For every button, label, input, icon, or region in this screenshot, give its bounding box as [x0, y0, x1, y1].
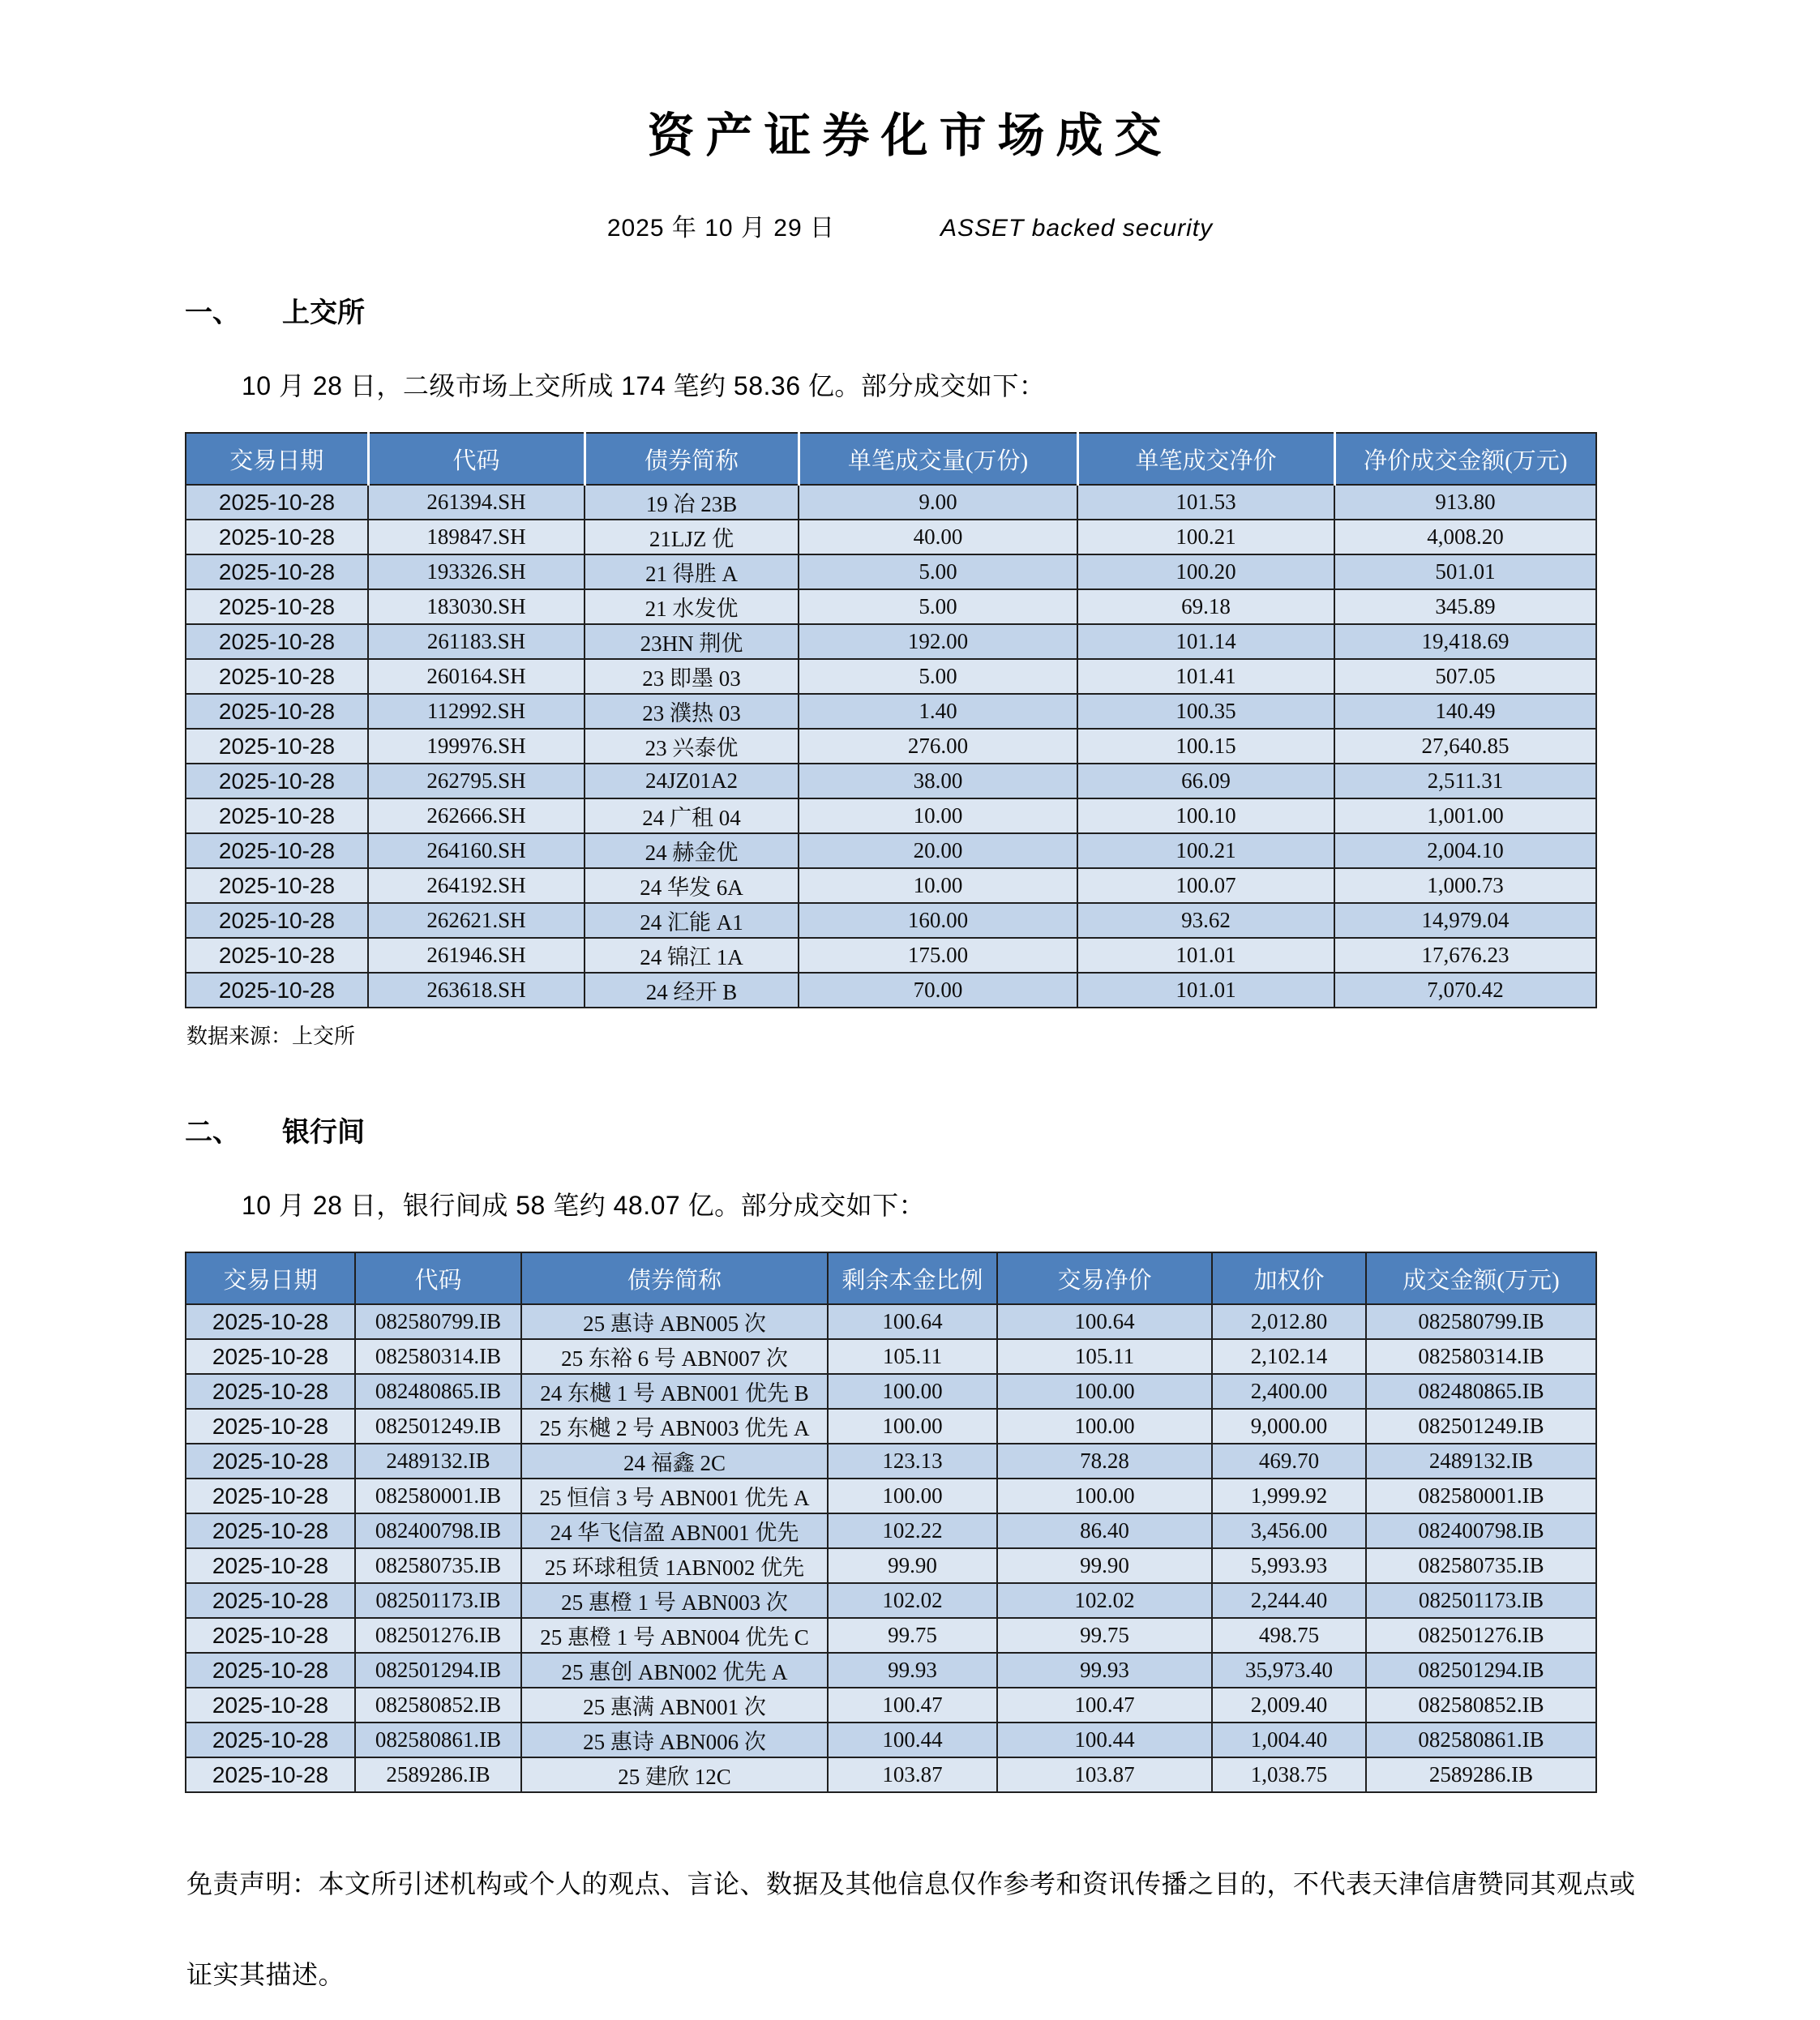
table-row: [186, 1653, 1596, 1688]
table-cell: 100.21: [1077, 833, 1334, 868]
table-row: [186, 1409, 1596, 1444]
table-cell: 4,008.20: [1334, 520, 1596, 554]
table-header-cell: 净价成交金额(万元): [1334, 433, 1596, 485]
table-cell: 5.00: [799, 589, 1077, 624]
table-cell: 25 惠橙 1 号 ABN004 优先 C: [521, 1618, 828, 1653]
table-cell: 24JZ01A2: [585, 764, 799, 798]
table-cell: 100.47: [997, 1688, 1212, 1723]
table-cell: 100.21: [1077, 520, 1334, 554]
table-cell-date: 2025-10-28: [186, 1513, 355, 1548]
table-header-cell: 交易日期: [186, 433, 368, 485]
table-cell: 082580001.IB: [355, 1479, 521, 1513]
table-cell: 1,004.40: [1212, 1723, 1366, 1757]
table-cell: 264160.SH: [368, 833, 585, 868]
table-row: [186, 1583, 1596, 1618]
table-cell: 5.00: [799, 554, 1077, 589]
table-cell-date: 2025-10-28: [186, 520, 368, 554]
table-header-cell: 单笔成交净价: [1077, 433, 1334, 485]
table-cell: 345.89: [1334, 589, 1596, 624]
table-cell: 2489132.IB: [355, 1444, 521, 1479]
table-header-cell: 单笔成交量(万份): [799, 433, 1077, 485]
section-1-paragraph: 10 月 28 日，二级市场上交所成 174 笔约 58.36 亿。部分成交如下：: [242, 371, 1046, 400]
table-cell-date: 2025-10-28: [186, 1409, 355, 1444]
table-cell-date: 2025-10-28: [186, 764, 368, 798]
table-cell: 99.90: [997, 1548, 1212, 1583]
table-cell: 7,070.42: [1334, 973, 1596, 1008]
table-cell: 2,102.14: [1212, 1339, 1366, 1374]
table-cell: 100.44: [997, 1723, 1212, 1757]
table-cell: 21LJZ 优: [585, 520, 799, 554]
table-cell: 19,418.69: [1334, 624, 1596, 659]
table-cell: 99.75: [997, 1618, 1212, 1653]
section-1-heading: [185, 290, 1820, 330]
table-cell: 25 建欣 12C: [521, 1757, 828, 1792]
table-cell: 99.75: [828, 1618, 997, 1653]
table-row: [186, 1444, 1596, 1479]
table-row: [186, 624, 1596, 659]
table-header-cell: 成交金额(万元): [1366, 1252, 1596, 1304]
table-cell: 25 惠诗 ABN005 次: [521, 1304, 828, 1339]
section-1-title: 上交所: [282, 297, 365, 328]
table-cell: 21 得胜 A: [585, 554, 799, 589]
table-row: [186, 1374, 1596, 1409]
table-cell-date: 2025-10-28: [186, 1653, 355, 1688]
table-cell: 100.47: [828, 1688, 997, 1723]
table-cell: 24 汇能 A1: [585, 903, 799, 938]
table-row: [186, 938, 1596, 973]
table-cell: 082501173.IB: [355, 1583, 521, 1618]
interbank-table-body: [186, 1304, 1596, 1792]
table-row: [186, 1513, 1596, 1548]
table-cell: 10.00: [799, 868, 1077, 903]
table-cell: 66.09: [1077, 764, 1334, 798]
table-cell: 262666.SH: [368, 798, 585, 833]
table-cell: 262795.SH: [368, 764, 585, 798]
table-cell: 082580861.IB: [1366, 1723, 1596, 1757]
dateline: [0, 208, 1820, 243]
table-cell: 24 赫金优: [585, 833, 799, 868]
table-cell: 100.00: [997, 1409, 1212, 1444]
table-cell: 78.28: [997, 1444, 1212, 1479]
table-cell: 40.00: [799, 520, 1077, 554]
table-cell-date: 2025-10-28: [186, 485, 368, 520]
table-cell-date: 2025-10-28: [186, 938, 368, 973]
table-cell-date: 2025-10-28: [186, 1444, 355, 1479]
report-date: 2025 年 10 月 29 日: [606, 215, 835, 242]
table-cell: 100.07: [1077, 868, 1334, 903]
table-cell: 469.70: [1212, 1444, 1366, 1479]
table-cell: 100.00: [997, 1479, 1212, 1513]
table-cell: 69.18: [1077, 589, 1334, 624]
table-cell: 082501249.IB: [1366, 1409, 1596, 1444]
table-row: [186, 694, 1596, 729]
table-cell: 112992.SH: [368, 694, 585, 729]
table-cell: 100.00: [828, 1479, 997, 1513]
table-cell-date: 2025-10-28: [186, 589, 368, 624]
table-cell-date: 2025-10-28: [186, 868, 368, 903]
table-cell: 101.01: [1077, 973, 1334, 1008]
table-cell: 24 华飞信盈 ABN001 优先: [521, 1513, 828, 1548]
table-cell: 082501294.IB: [1366, 1653, 1596, 1688]
table-cell: 102.02: [828, 1583, 997, 1618]
table-row: [186, 1618, 1596, 1653]
table-cell: 24 福鑫 2C: [521, 1444, 828, 1479]
table-cell: 5,993.93: [1212, 1548, 1366, 1583]
table-header-cell: 债券简称: [585, 433, 799, 485]
table-cell: 2,004.10: [1334, 833, 1596, 868]
table-cell: 2,009.40: [1212, 1688, 1366, 1723]
table-cell: 23 即墨 03: [585, 659, 799, 694]
section-2-number: 二、: [185, 1117, 240, 1148]
table-cell: 082580799.IB: [1366, 1304, 1596, 1339]
table-cell: 082400798.IB: [1366, 1513, 1596, 1548]
table-cell: 2,012.80: [1212, 1304, 1366, 1339]
page-title: 资产证券化市场成交: [647, 109, 1173, 162]
table-cell: 261394.SH: [368, 485, 585, 520]
table-cell: 23 兴泰优: [585, 729, 799, 764]
table-cell-date: 2025-10-28: [186, 1304, 355, 1339]
table-cell-date: 2025-10-28: [186, 1374, 355, 1409]
table-cell: 082480865.IB: [355, 1374, 521, 1409]
table-cell-date: 2025-10-28: [186, 973, 368, 1008]
table-cell: 1.40: [799, 694, 1077, 729]
table-cell-date: 2025-10-28: [186, 1688, 355, 1723]
table-cell: 100.00: [828, 1409, 997, 1444]
table-cell-date: 2025-10-28: [186, 833, 368, 868]
table-cell-date: 2025-10-28: [186, 903, 368, 938]
table-row: [186, 589, 1596, 624]
table-cell: 100.00: [997, 1374, 1212, 1409]
table-cell: 082480865.IB: [1366, 1374, 1596, 1409]
table-cell-date: 2025-10-28: [186, 1618, 355, 1653]
table-header-row: [186, 1252, 1596, 1304]
table-cell: 100.00: [828, 1374, 997, 1409]
table-cell: 24 广租 04: [585, 798, 799, 833]
table-cell: 082580314.IB: [355, 1339, 521, 1374]
table-cell: 100.64: [828, 1304, 997, 1339]
table-cell: 082400798.IB: [355, 1513, 521, 1548]
table-row: [186, 833, 1596, 868]
table-cell: 25 东裕 6 号 ABN007 次: [521, 1339, 828, 1374]
table-cell: 25 东樾 2 号 ABN003 优先 A: [521, 1409, 828, 1444]
table-cell: 100.64: [997, 1304, 1212, 1339]
table-row: [186, 1339, 1596, 1374]
table-cell-date: 2025-10-28: [186, 1757, 355, 1792]
table-cell-date: 2025-10-28: [186, 554, 368, 589]
table-cell: 70.00: [799, 973, 1077, 1008]
table-cell: 102.22: [828, 1513, 997, 1548]
table-cell: 24 华发 6A: [585, 868, 799, 903]
disclaimer-text: 免责声明：本文所引述机构或个人的观点、言论、数据及其他信息仅作参考和资讯传播之目的，不代表天津信唐赞同其观点或证实其描述。: [186, 1869, 1636, 1989]
table-cell: 140.49: [1334, 694, 1596, 729]
table-cell: 3,456.00: [1212, 1513, 1366, 1548]
table-row: [186, 903, 1596, 938]
table-cell: 103.87: [828, 1757, 997, 1792]
interbank-trades-table: [185, 1252, 1597, 1793]
table-cell: 261183.SH: [368, 624, 585, 659]
table-cell: 082580852.IB: [355, 1688, 521, 1723]
table-header-cell: 债券简称: [521, 1252, 828, 1304]
table-header-row: [186, 433, 1596, 485]
table-row: [186, 798, 1596, 833]
table-header-cell: 剩余本金比例: [828, 1252, 997, 1304]
table-cell: 24 锦江 1A: [585, 938, 799, 973]
table-cell: 38.00: [799, 764, 1077, 798]
table-cell: 105.11: [997, 1339, 1212, 1374]
table-row: [186, 1723, 1596, 1757]
table-cell: 93.62: [1077, 903, 1334, 938]
table-cell: 99.93: [828, 1653, 997, 1688]
table-cell: 100.44: [828, 1723, 997, 1757]
section-2-paragraph: 10 月 28 日，银行间成 58 笔约 48.07 亿。部分成交如下：: [242, 1191, 926, 1220]
table-cell: 99.93: [997, 1653, 1212, 1688]
table-cell: 100.15: [1077, 729, 1334, 764]
sse-table-body: [186, 485, 1596, 1008]
section-2-heading: [185, 1110, 1820, 1149]
table-cell: 86.40: [997, 1513, 1212, 1548]
table-cell: 9,000.00: [1212, 1409, 1366, 1444]
table-cell: 276.00: [799, 729, 1077, 764]
table-cell: 99.90: [828, 1548, 997, 1583]
table-cell: 264192.SH: [368, 868, 585, 903]
table-cell-date: 2025-10-28: [186, 624, 368, 659]
table-cell-date: 2025-10-28: [186, 1339, 355, 1374]
table-cell: 2,511.31: [1334, 764, 1596, 798]
table-cell: 25 惠橙 1 号 ABN003 次: [521, 1583, 828, 1618]
table-cell: 082501294.IB: [355, 1653, 521, 1688]
table-cell: 082580314.IB: [1366, 1339, 1596, 1374]
table-cell-date: 2025-10-28: [186, 729, 368, 764]
table-row: [186, 520, 1596, 554]
table-cell: 101.41: [1077, 659, 1334, 694]
table-cell: 082501276.IB: [355, 1618, 521, 1653]
table-cell: 25 惠诗 ABN006 次: [521, 1723, 828, 1757]
table-cell: 263618.SH: [368, 973, 585, 1008]
table-cell: 35,973.40: [1212, 1653, 1366, 1688]
table-cell: 082580001.IB: [1366, 1479, 1596, 1513]
table-row: [186, 729, 1596, 764]
table-row: [186, 1548, 1596, 1583]
table-cell: 082580852.IB: [1366, 1688, 1596, 1723]
table-cell: 501.01: [1334, 554, 1596, 589]
table-cell: 082580735.IB: [355, 1548, 521, 1583]
table-cell: 100.35: [1077, 694, 1334, 729]
table-cell: 103.87: [997, 1757, 1212, 1792]
table-cell: 23 濮热 03: [585, 694, 799, 729]
table-row: [186, 1304, 1596, 1339]
section-2-title: 银行间: [282, 1117, 365, 1148]
table-cell-date: 2025-10-28: [186, 798, 368, 833]
table-cell: 100.10: [1077, 798, 1334, 833]
table-cell: 105.11: [828, 1339, 997, 1374]
table-cell: 100.20: [1077, 554, 1334, 589]
table-row: [186, 1757, 1596, 1792]
table-cell: 192.00: [799, 624, 1077, 659]
table-cell: 507.05: [1334, 659, 1596, 694]
table-cell: 10.00: [799, 798, 1077, 833]
table-cell: 2589286.IB: [1366, 1757, 1596, 1792]
subtitle-english: ASSET backed security: [940, 215, 1214, 242]
table-cell: 23HN 荆优: [585, 624, 799, 659]
table-cell: 25 恒信 3 号 ABN001 优先 A: [521, 1479, 828, 1513]
table-cell: 1,999.92: [1212, 1479, 1366, 1513]
table-header-cell: 交易日期: [186, 1252, 355, 1304]
table-cell-date: 2025-10-28: [186, 1723, 355, 1757]
table-cell: 199976.SH: [368, 729, 585, 764]
table-cell: 101.14: [1077, 624, 1334, 659]
table-cell-date: 2025-10-28: [186, 1548, 355, 1583]
table-cell: 2489132.IB: [1366, 1444, 1596, 1479]
table-cell: 1,038.75: [1212, 1757, 1366, 1792]
table-cell-date: 2025-10-28: [186, 694, 368, 729]
table-cell: 2589286.IB: [355, 1757, 521, 1792]
table-row: [186, 764, 1596, 798]
table-cell-date: 2025-10-28: [186, 1583, 355, 1618]
table-cell: 25 惠创 ABN002 优先 A: [521, 1653, 828, 1688]
section-1-number: 一、: [185, 297, 240, 328]
table-header-cell: 交易净价: [997, 1252, 1212, 1304]
table-cell: 14,979.04: [1334, 903, 1596, 938]
table-cell: 25 惠满 ABN001 次: [521, 1688, 828, 1723]
table-cell: 24 经开 B: [585, 973, 799, 1008]
table-cell: 189847.SH: [368, 520, 585, 554]
table-cell: 262621.SH: [368, 903, 585, 938]
table-cell: 1,000.73: [1334, 868, 1596, 903]
table-cell: 20.00: [799, 833, 1077, 868]
table-cell: 5.00: [799, 659, 1077, 694]
table-cell-date: 2025-10-28: [186, 1479, 355, 1513]
table-cell: 27,640.85: [1334, 729, 1596, 764]
table-cell: 2,400.00: [1212, 1374, 1366, 1409]
table-row: [186, 554, 1596, 589]
table-cell: 082580799.IB: [355, 1304, 521, 1339]
table-cell: 24 东樾 1 号 ABN001 优先 B: [521, 1374, 828, 1409]
table-cell: 193326.SH: [368, 554, 585, 589]
table-cell: 498.75: [1212, 1618, 1366, 1653]
table-cell: 260164.SH: [368, 659, 585, 694]
table-cell: 082501249.IB: [355, 1409, 521, 1444]
table-cell: 913.80: [1334, 485, 1596, 520]
table-cell: 175.00: [799, 938, 1077, 973]
table-cell-date: 2025-10-28: [186, 659, 368, 694]
table-cell: 17,676.23: [1334, 938, 1596, 973]
table-cell: 19 冶 23B: [585, 485, 799, 520]
table-cell: 261946.SH: [368, 938, 585, 973]
sse-trades-table: [185, 432, 1597, 1008]
table-cell: 101.53: [1077, 485, 1334, 520]
table-header-cell: 代码: [355, 1252, 521, 1304]
table-row: [186, 1688, 1596, 1723]
table-cell: 160.00: [799, 903, 1077, 938]
table-row: [186, 1479, 1596, 1513]
table-cell: 101.01: [1077, 938, 1334, 973]
table-row: [186, 973, 1596, 1008]
sse-table-header: [186, 433, 1596, 485]
table-cell: 9.00: [799, 485, 1077, 520]
table-cell: 2,244.40: [1212, 1583, 1366, 1618]
table-cell: 102.02: [997, 1583, 1212, 1618]
table-cell: 1,001.00: [1334, 798, 1596, 833]
table-header-cell: 代码: [368, 433, 585, 485]
table-row: [186, 485, 1596, 520]
table-row: [186, 659, 1596, 694]
table-cell: 183030.SH: [368, 589, 585, 624]
table-cell: 25 环球租赁 1ABN002 优先: [521, 1548, 828, 1583]
interbank-table-header: [186, 1252, 1596, 1304]
table-header-cell: 加权价: [1212, 1252, 1366, 1304]
table-cell: 082580861.IB: [355, 1723, 521, 1757]
data-source-note: 数据来源：上交所: [186, 1024, 356, 1048]
table-cell: 21 水发优: [585, 589, 799, 624]
table-row: [186, 868, 1596, 903]
table-cell: 082501173.IB: [1366, 1583, 1596, 1618]
table-cell: 082501276.IB: [1366, 1618, 1596, 1653]
table-cell: 082580735.IB: [1366, 1548, 1596, 1583]
table-cell: 123.13: [828, 1444, 997, 1479]
